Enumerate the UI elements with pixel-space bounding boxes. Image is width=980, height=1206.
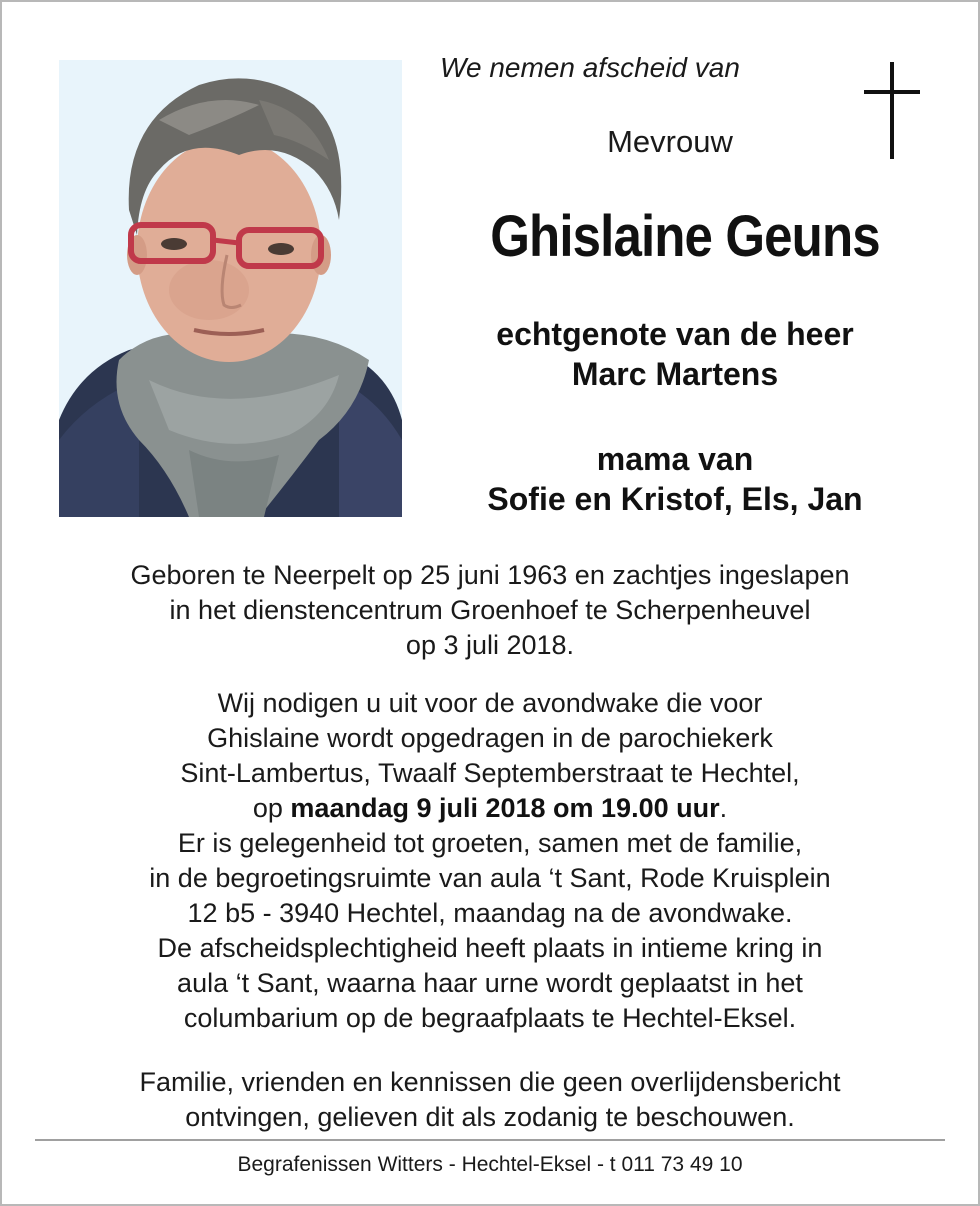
deceased-name: Ghislaine Geuns	[490, 204, 880, 269]
birth-line: Geboren te Neerpelt op 25 juni 1963 en zachtjes ingeslapen	[130, 560, 850, 590]
spouse-line-1: echtgenote van de heer	[496, 316, 854, 352]
ceremony-line: 12 b5 - 3940 Hechtel, maandag na de avondwake.	[187, 898, 793, 928]
ceremony-line: aula ‘t Sant, waarna haar urne wordt geplaatst in het	[177, 968, 803, 998]
children-line-2: Sofie en Kristof, Els, Jan	[487, 481, 863, 517]
ceremony-line: Sint-Lambertus, Twaalf Septemberstraat te Hechtel,	[180, 758, 800, 788]
children-block	[430, 439, 920, 519]
children-line-1: mama van	[596, 441, 754, 477]
date-suffix: .	[719, 793, 728, 823]
birth-line: in het dienstencentrum Groenhoef te Scherpenheuvel	[169, 595, 811, 625]
portrait-photo	[59, 60, 402, 517]
ceremony-line: Wij nodigen u uit voor de avondwake die voor	[217, 688, 763, 718]
footer-divider	[35, 1139, 945, 1141]
honorific-title: Mevrouw	[607, 124, 733, 159]
ceremony-line: Er is gelegenheid tot groeten, samen met de familie,	[177, 828, 803, 858]
ceremony-line: De afscheidsplechtigheid heeft plaats in intieme kring in	[157, 933, 823, 963]
latin-cross-icon	[862, 62, 922, 159]
birth-paragraph	[40, 558, 940, 663]
closing-line: Familie, vrienden en kennissen die geen overlijdensbericht	[139, 1067, 841, 1097]
date-prefix: op	[252, 793, 291, 823]
ceremony-line: in de begroetingsruimte van aula ‘t Sant, Rode Kruisplein	[149, 863, 831, 893]
ceremony-line: Ghislaine wordt opgedragen in de parochiekerk	[207, 723, 773, 753]
ceremony-date: maandag 9 juli 2018 om 19.00 uur	[290, 793, 720, 823]
funeral-home-footer: Begrafenissen Witters - Hechtel-Eksel - t 011 73 49 10	[237, 1153, 743, 1176]
closing-paragraph	[40, 1065, 940, 1135]
ceremony-paragraph	[40, 686, 940, 1036]
birth-line: op 3 juli 2018.	[405, 630, 575, 660]
ceremony-date-line	[40, 791, 940, 826]
ceremony-line: columbarium op de begraafplaats te Hechtel-Eksel.	[183, 1003, 797, 1033]
spouse-line-2: Marc Martens	[571, 356, 779, 392]
closing-line: ontvingen, gelieven dit als zodanig te beschouwen.	[185, 1102, 795, 1132]
intro-text: We nemen afscheid van	[440, 52, 740, 83]
spouse-block	[430, 314, 920, 394]
